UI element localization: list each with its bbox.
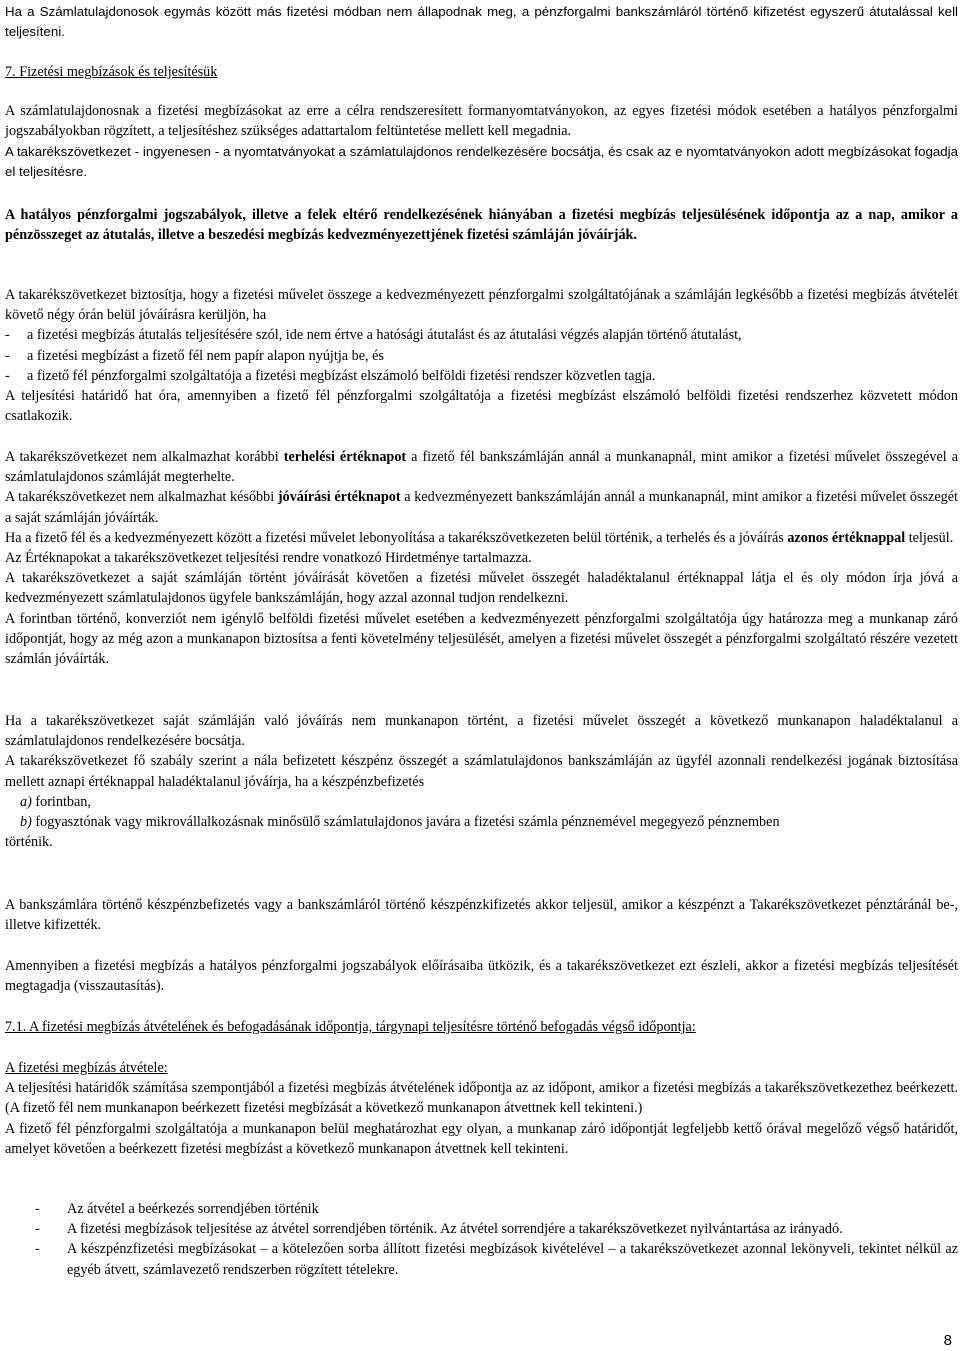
section-7-p2: A takarékszövetkezet - ingyenesen - a nyomtatványokat a számlatulajdonos rendelkezésére bocsátja, és csak az e nyomtatványokon adott megbízásokat fogadja el teljesítésre. — [5, 144, 958, 180]
dash-text: a fizetési megbízás átutalás teljesítésére szól, ide nem értve a hatósági átutalást és az átutalási végzés alapján történő átutalást, — [27, 327, 742, 344]
same-value-date-term: azonos értéknappal — [787, 529, 906, 546]
section-7-p1-block — [5, 101, 958, 141]
section-7-1-body — [5, 1058, 958, 1159]
section-7-p9: A takarékszövetkezet a saját számláján történt jóváírását követően a fizetési művelet összegét haladéktalanul értéknappal látja el és oly módon írja jóvá a kedvezményezett számlatulajdonos ügyfele bankszámláján, hogy azzal azonnal tudjon rendelkezni. — [5, 570, 958, 607]
section-7-1-p2: A fizető fél pénzforgalmi szolgáltatója a munkanapon belül meghatározhat egy olyan, a munkanap záró időpontját legfeljebb kettő órával megelőző végső határidőt, amelyet követően a beérkezett fizetési megbízást a következő munkanapon átvettnek kell tekinteni. — [5, 1120, 958, 1157]
item-a: a) forintban, — [20, 793, 91, 810]
dash-text: a fizetési megbízást a fizető fél nem papír alapon nyújtja be, és — [27, 347, 384, 364]
section-7-heading-block — [5, 62, 958, 82]
section-7-p2-block — [5, 142, 958, 182]
bold-paragraph-block — [5, 205, 958, 245]
dash-marker: - — [35, 1221, 40, 1238]
dash-item — [5, 346, 958, 366]
dash-text: A fizetési megbízások teljesítése az átvétel sorrendjében történik. Az átvétel sorrendjére a takarékszövetkezet nyilvántartása az irányadó. — [67, 1221, 843, 1238]
section-7-p14: Amennyiben a fizetési megbízás a hatályos pénzforgalmi jogszabályok előírásaiba ütközik, és a takarékszövetkezet ezt észleli, akkor a fizetési megbízás teljesítését megtagadja (visszautasítás). — [5, 958, 958, 995]
section-7-p14-block — [5, 956, 958, 996]
section-7-p13-block — [5, 895, 958, 935]
dash-item — [5, 1199, 958, 1219]
section-7-p5: A takarékszövetkezet nem alkalmazhat korábbi terhelési értéknapot a fizető fél bankszámláján annál a munkanapnál, mint amikor a fizetési művelet összegével a számlatulajdonos számláját megterhelte. — [5, 449, 958, 486]
dash-text: a fizető fél pénzforgalmi szolgáltatója a fizetési megbízást elszámoló belföldi fizetési rendszer közvetlen tagja. — [27, 367, 656, 384]
cash-deposit-block — [5, 711, 958, 852]
dash-marker: - — [5, 367, 10, 384]
debit-value-date-term: terhelési értéknapot — [283, 449, 407, 465]
dash-marker: - — [35, 1241, 40, 1258]
section-7-heading: 7. Fizetési megbízások és teljesítésük — [5, 64, 218, 80]
bold-paragraph: A hatályos pénzforgalmi jogszabályok, illetve a felek eltérő rendelkezésének hiányában a fizetési megbízás teljesülésének időpontja az a nap, amikor a pénzösszeget az átutalás, illetve a beszedési megbízás kedvezményezettjének fizetési számláján jóváírják. — [5, 207, 958, 244]
section-7-p10: A forintban történő, konverziót nem igénylő belföldi fizetési művelet esetében a kedvezményezett pénzforgalmi szolgáltatója úgy határozza meg a munkanap záró időpontját, hogy az még azon a munkanapon biztosítsa a fenti követelmény teljesülését, amelyen a fizetési művelet összegét a pénzforgalmi szolgáltató részére vezetett számlán jóváírták. — [5, 610, 958, 668]
section-7-p12: A takarékszövetkezet fő szabály szerint a nála befizetett készpénz összegét a számlatulajdonos bankszámláján az ügyfél azonnali rendelkezési jogának biztosítása mellett aznapi értéknappal haladéktalanul jóváírja, ha a készpénzbefizetés — [5, 753, 958, 790]
section-7-p8: Az Értéknapokat a takarékszövetkezet teljesítési rendre vonatkozó Hirdetménye tartalmazza. — [5, 550, 532, 567]
dash-item — [5, 1239, 958, 1279]
section-7-1-heading: 7.1. A fizetési megbízás átvételének és befogadásának időpontja, tárgynapi teljesítésre történő befogadás végső időpontja: — [5, 1019, 696, 1035]
page-number: 8 — [943, 1332, 952, 1349]
dash-item — [5, 1219, 958, 1239]
section-7-p3: A takarékszövetkezet biztosítja, hogy a fizetési művelet összege a kedvezményezett pénzforgalmi szolgáltatójának a számláján legkésőbb a fizetési megbízás átvételét követő négy órán belül jóváírásra kerüljön, ha — [5, 287, 958, 324]
intro-paragraph — [5, 2, 958, 42]
item-b: b) fogyasztónak vagy mikrovállalkozásnak minősülő számlatulajdonos javára a fizetési számla pénznemével megegyező pénznemben — [20, 814, 780, 831]
section-7-1-subheading: A fizetési megbízás átvétele: — [5, 1060, 168, 1076]
section-7-p6: A takarékszövetkezet nem alkalmazhat későbbi jóváírási értéknapot a kedvezményezett bankszámláján annál a munkanapnál, mint amikor a fizetési művelet összegét a saját számláján jóváírták. — [5, 489, 958, 526]
section-7-p4: A teljesítési határidő hat óra, amennyiben a fizető fél pénzforgalmi szolgáltatója a fizetési megbízást elszámoló belföldi fizetési rendszerhez közvetett módon csatlakozik. — [5, 388, 958, 425]
dash-item — [5, 325, 958, 345]
section-7-p1: A számlatulajdonosnak a fizetési megbízásokat az erre a célra rendszeresített formanyomtatványokon, az egyes fizetési módok esetében a hatályos pénzforgalmi jogszabályokban rögzített, a teljesítéshez szükséges adattartalom feltüntetése mellett kell megadnia. — [5, 103, 958, 140]
dash-text: Az átvétel a beérkezés sorrendjében történik — [67, 1201, 319, 1217]
dash-marker: - — [35, 1201, 40, 1217]
dash-marker: - — [5, 327, 10, 344]
section-7-p3-block — [5, 285, 958, 426]
section-7-p7: Ha a fizető fél és a kedvezményezett között a fizetési művelet lebonyolítása a takarékszövetkezeten belül történik, a terhelés és a jóváírás azonos értéknappal teljesül. — [5, 529, 954, 546]
section-7-1-heading-block — [5, 1017, 958, 1037]
dash-text: A készpénzfizetési megbízásokat – a kötelezően sorba állított fizetési megbízások kivételével – a takarékszövetkezet azonnal lekönyveli, tekintet nélkül az egyéb átvett, számlavezető rendszerben rögzített tételekre. — [67, 1241, 958, 1278]
section-7-1-p1: A teljesítési határidők számítása szempontjából a fizetési megbízás átvételének időpontja az az időpont, amikor a fizetési megbízás a takarékszövetkezethez beérkezett. (A fizető fél nem munkanapon beérkezett fizetési megbízását a következő munkanapon átvettnek kell tekinteni.) — [5, 1080, 958, 1117]
dash-item — [5, 366, 958, 386]
item-closing: történik. — [5, 834, 53, 851]
value-date-block — [5, 447, 958, 669]
credit-value-date-term: jóváírási értéknapot — [277, 489, 401, 506]
section-7-1-dash-list — [5, 1199, 958, 1280]
intro-text: Ha a Számlatulajdonosok egymás között más fizetési módban nem állapodnak meg, a pénzforgalmi bankszámláról történő kifizetést egyszerű átutalással kell teljesíteni. — [5, 4, 958, 40]
section-7-p11: Ha a takarékszövetkezet saját számláján való jóváírás nem munkanapon történt, a fizetési művelet összegét a következő munkanapon haladéktalanul a számlatulajdonos rendelkezésére bocsátja. — [5, 713, 958, 750]
dash-marker: - — [5, 347, 10, 364]
section-7-p13: A bankszámlára történő készpénzbefizetés vagy a bankszámláról történő készpénzkifizetés akkor teljesül, amikor a készpénzt a Takarékszövetkezet pénztáránál be-, illetve kifizették. — [5, 897, 958, 934]
